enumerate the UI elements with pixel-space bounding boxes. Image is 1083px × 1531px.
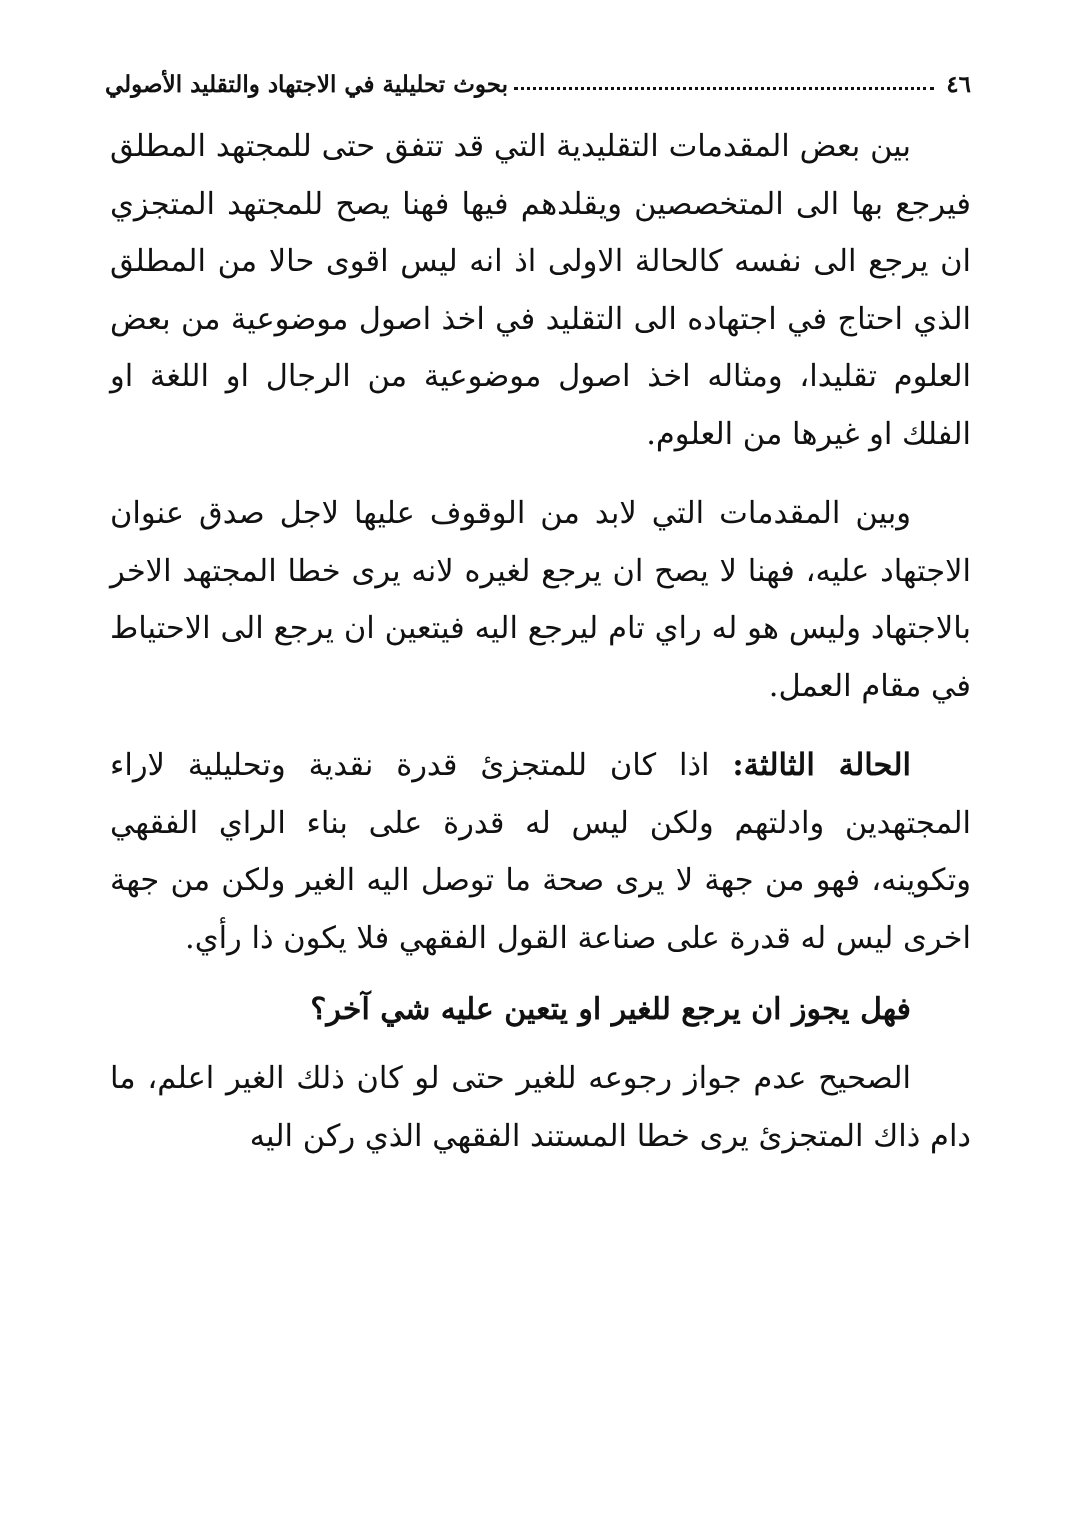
paragraph-3-text: اذا كان للمتجزئ قدرة نقدية وتحليلية لاراء المجتهدين وادلتهم ولكن ليس له قدرة على بناء الراي الفقهي وتكوينه، فهو من جهة لا يرى صحة ما توصل اليه الغير ولكن من جهة اخرى ليس له قدرة على صناعة القول الفقهي فلا يكون ذا رأي. [110, 748, 971, 956]
paragraph-3-lead: الحالة الثالثة: [732, 747, 911, 783]
body-text [110, 118, 971, 1165]
question-heading: فهل يجوز ان يرجع للغير او يتعين عليه شي آخر؟ [310, 992, 911, 1027]
paragraph-1: بين بعض المقدمات التقليدية التي قد تتفق حتى للمجتهد المطلق فيرجع بها الى المتخصصين ويقلدهم فيها فهنا يصح للمجتهد المتجزي ان يرجع الى نفسه كالحالة الاولى اذ انه ليس اقوى حالا من المطلق الذي احتاج في اجتهاده الى التقليد في اخذ اصول موضوعية من بعض العلوم تقليدا، ومثاله اخذ اصول موضوعية من الرجال او اللغة او الفلك او غيرها من العلوم. [110, 129, 971, 452]
running-title: بحوث تحليلية في الاجتهاد والتقليد الأصولي [105, 71, 508, 98]
header-dotted-leader [514, 86, 934, 90]
paragraph-3 [110, 737, 971, 967]
final-paragraph: الصحيح عدم جواز رجوعه للغير حتى لو كان ذلك الغير اعلم، ما دام ذاك المتجزئ يرى خطا المستند الفقهي الذي ركن اليه [110, 1061, 971, 1154]
page-header [105, 58, 971, 98]
page-number: ٤٦ [946, 71, 971, 98]
paragraph-2: وبين المقدمات التي لابد من الوقوف عليها لاجل صدق عنوان الاجتهاد عليه، فهنا لا يصح ان يرجع لغيره لانه يرى خطا المجتهد الاخر بالاجتهاد وليس هو له راي تام ليرجع اليه فيتعين ان يرجع الى الاحتياط في مقام العمل. [110, 496, 971, 704]
